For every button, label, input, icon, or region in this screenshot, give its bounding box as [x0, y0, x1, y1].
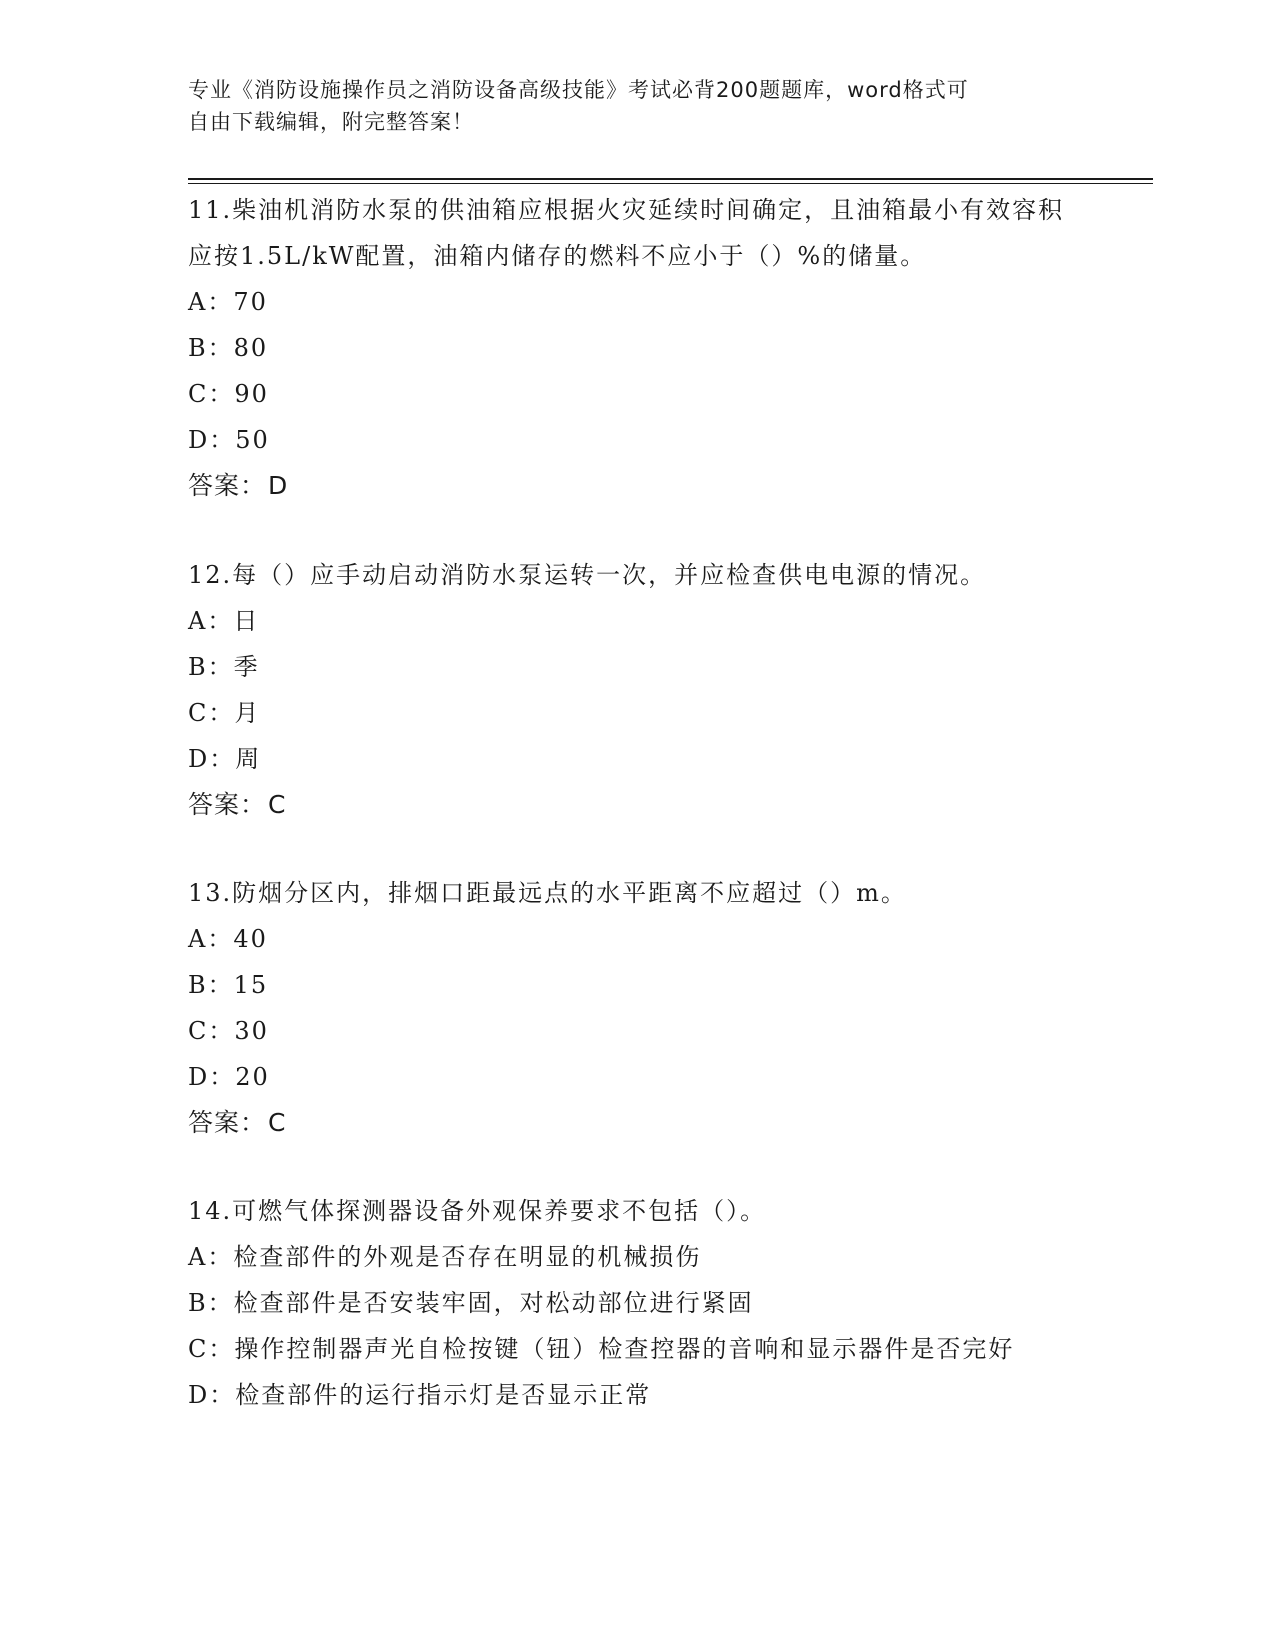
- answer-label: 答案：: [188, 471, 267, 500]
- question-stem: 13.防烟分区内，排烟口距最远点的水平距离不应超过（）m。: [188, 879, 907, 907]
- answer-label: 答案：: [188, 790, 267, 819]
- option-a: A：检查部件的外观是否存在明显的机械损伤: [188, 1243, 702, 1271]
- answer-line: [188, 782, 1088, 828]
- option-a: A：70: [188, 288, 268, 316]
- option-d: D：50: [188, 426, 270, 454]
- answer-value: D: [268, 471, 289, 500]
- answer-value: C: [268, 790, 287, 819]
- option-c: C：月: [188, 699, 261, 727]
- option-a: A：40: [188, 925, 268, 953]
- option-d: D：检查部件的运行指示灯是否显示正常: [188, 1381, 652, 1409]
- option-b: B：15: [188, 971, 269, 999]
- header-divider-thin: [188, 183, 1153, 184]
- option-b: B：80: [188, 334, 269, 362]
- option-b: B：检查部件是否安装牢固，对松动部位进行紧固: [188, 1289, 754, 1317]
- question-13: [188, 870, 1088, 1146]
- option-b: B：季: [188, 653, 260, 681]
- option-d: D：周: [188, 745, 262, 773]
- question-stem: 11.柴油机消防水泵的供油箱应根据火灾延续时间确定，且油箱最小有效容积应按1.5L/kW配置，油箱内储存的燃料不应小于（）%的储量。: [188, 196, 1065, 270]
- question-12: [188, 552, 1088, 828]
- option-d: D：20: [188, 1063, 270, 1091]
- answer-value: C: [268, 1108, 287, 1137]
- option-a: A：日: [188, 607, 260, 635]
- answer-line: [188, 1100, 1088, 1146]
- document-intro: 专业《消防设施操作员之消防设备高级技能》考试必背200题题库，word格式可 自由下载编辑，附完整答案！: [188, 78, 969, 134]
- option-c: C：30: [188, 1017, 269, 1045]
- question-11: [188, 187, 1088, 509]
- header-divider-thick: [188, 178, 1153, 180]
- question-stem: 12.每（）应手动启动消防水泵运转一次，并应检查供电电源的情况。: [188, 561, 987, 589]
- answer-label: 答案：: [188, 1108, 267, 1137]
- question-stem: 14.可燃气体探测器设备外观保养要求不包括（）。: [188, 1197, 767, 1225]
- question-14: [188, 1188, 1088, 1418]
- option-c: C：90: [188, 380, 269, 408]
- answer-line: [188, 463, 1088, 509]
- option-c: C：操作控制器声光自检按键（钮）检查控器的音响和显示器件是否完好: [188, 1335, 1015, 1363]
